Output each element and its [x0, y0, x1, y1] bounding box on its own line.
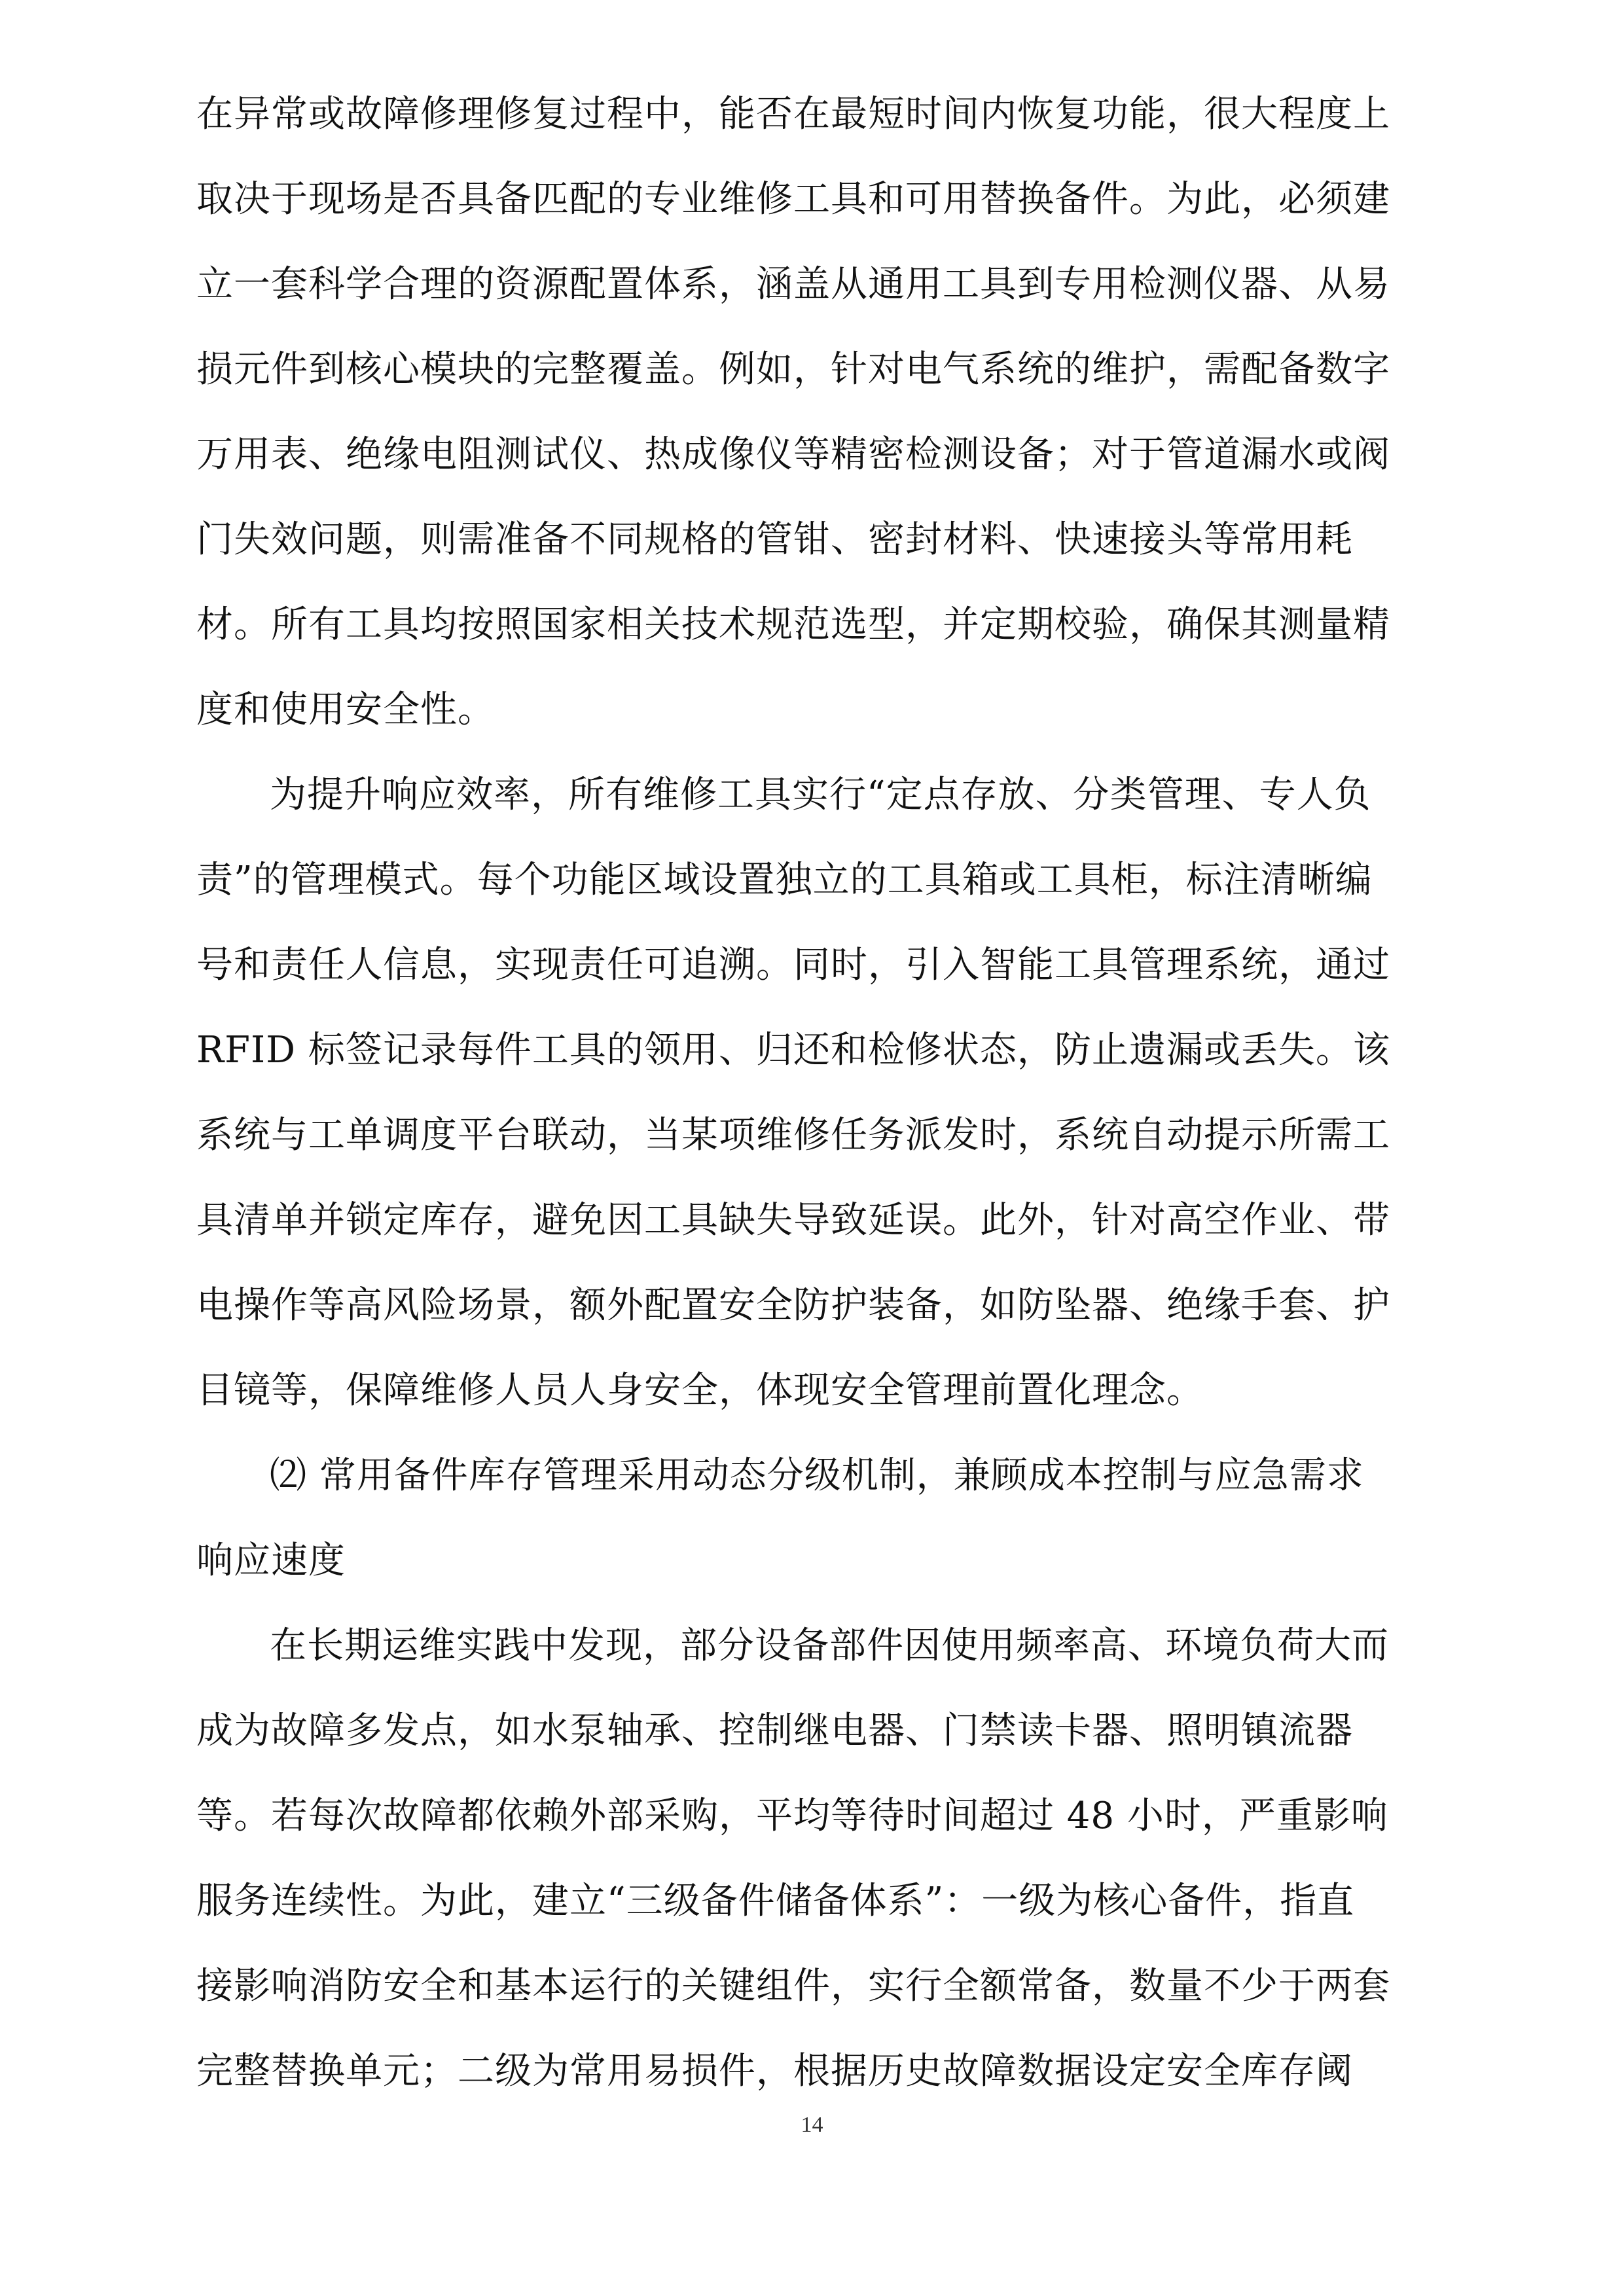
text-line: ⑵ 常用备件库存管理采用动态分级机制，兼顾成本控制与应急需求	[270, 1454, 1364, 1497]
text-line: 度和使用安全性。	[196, 689, 495, 731]
text-line: 号和责任人信息，实现责任可追溯。同时，引入智能工具管理系统，通过	[196, 944, 1390, 986]
text-line: 万用表、绝缘电阻测试仪、热成像仪等精密检测设备；对于管道漏水或阀	[196, 433, 1390, 476]
text-line: 完整替换单元；二级为常用易损件，根据历史故障数据设定安全库存阈	[196, 2050, 1353, 2092]
text-line: 目镜等，保障维修人员人身安全，体现安全管理前置化理念。	[196, 1369, 1204, 1412]
text-line: 立一套科学合理的资源配置体系，涵盖从通用工具到专用检测仪器、从易	[196, 263, 1390, 306]
paragraph	[196, 72, 1434, 753]
text-line: 系统与工单调度平台联动，当某项维修任务派发时，系统自动提示所需工	[196, 1114, 1390, 1157]
text-line: 损元件到核心模块的完整覆盖。例如，针对电气系统的维护，需配备数字	[196, 348, 1390, 391]
text-line: 为提升响应效率，所有维修工具实行“定点存放、分类管理、专人负	[270, 774, 1371, 816]
text-line: 具清单并锁定库存，避免因工具缺失导致延误。此外，针对高空作业、带	[196, 1199, 1390, 1242]
text-line: 材。所有工具均按照国家相关技术规范选型，并定期校验，确保其测量精	[196, 603, 1390, 646]
text-line: 责”的管理模式。每个功能区域设置独立的工具箱或工具柜，标注清晰编	[196, 859, 1373, 901]
text-line: 响应速度	[196, 1539, 346, 1582]
paragraph	[196, 1433, 1434, 1604]
text-line: 取决于现场是否具备匹配的专业维修工具和可用替换备件。为此，必须建	[196, 178, 1390, 221]
text-line: RFID 标签记录每件工具的领用、归还和检修状态，防止遗漏或丢失。该	[196, 1029, 1390, 1071]
text-line: 门失效问题，则需准备不同规格的管钳、密封材料、快速接头等常用耗	[196, 518, 1353, 561]
text-line: 电操作等高风险场景，额外配置安全防护装备，如防坠器、绝缘手套、护	[196, 1284, 1390, 1327]
paragraph	[196, 1604, 1434, 2114]
text-line: 在异常或故障修理修复过程中，能否在最短时间内恢复功能，很大程度上	[196, 93, 1390, 135]
paragraph	[196, 753, 1434, 1433]
body-text	[196, 72, 1434, 2114]
text-line: 等。若每次故障都依赖外部采购，平均等待时间超过 48 小时，严重影响	[196, 1795, 1388, 1837]
text-line: 接影响消防安全和基本运行的关键组件，实行全额常备，数量不少于两套	[196, 1965, 1390, 2007]
text-line: 成为故障多发点，如水泵轴承、控制继电器、门禁读卡器、照明镇流器	[196, 1710, 1353, 1752]
text-line: 服务连续性。为此，建立“三级备件储备体系”：一级为核心备件，指直	[196, 1880, 1355, 1922]
page-number: 14	[801, 2113, 823, 2137]
text-line: 在长期运维实践中发现，部分设备部件因使用频率高、环境负荷大而	[270, 1624, 1389, 1667]
